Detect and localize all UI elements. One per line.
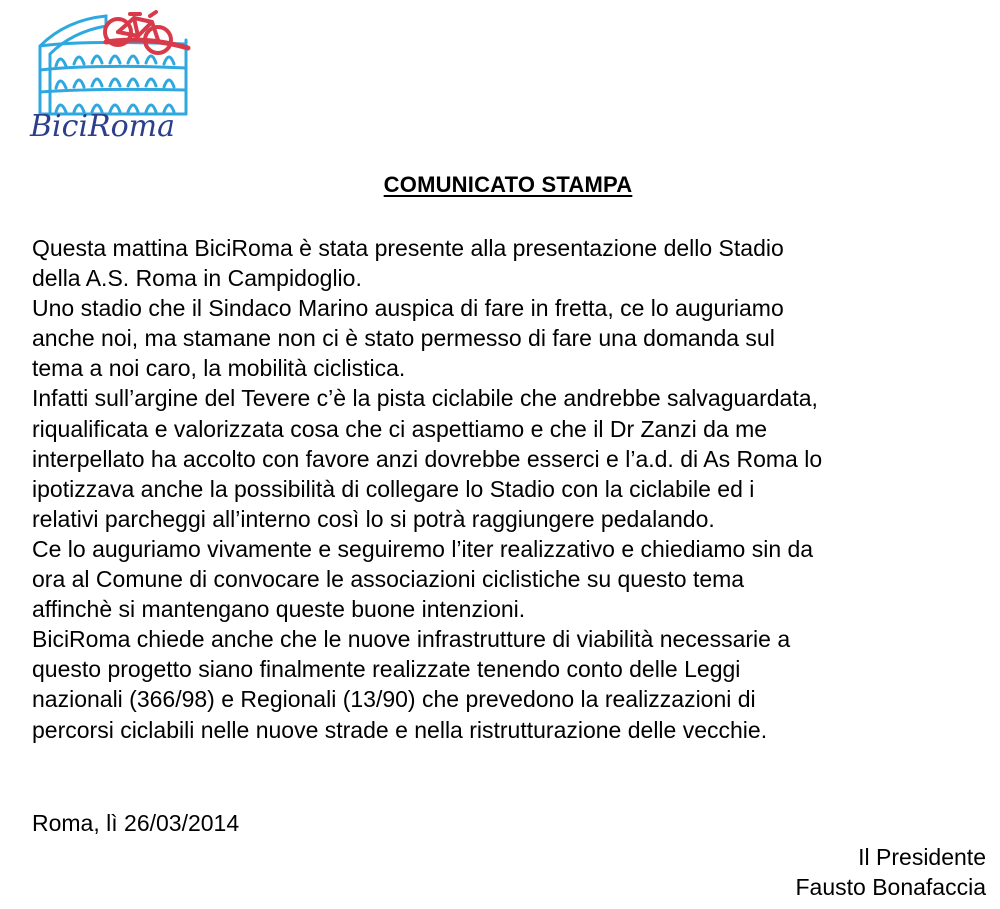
body-line: Ce lo auguriamo vivamente e seguiremo l’iter realizzativo e chiediamo sin da [32,535,814,562]
body-line: Questa mattina BiciRoma è stata presente alla presentazione dello Stadio [32,235,784,261]
body-line: anche noi, ma stamane non ci è stato permesso di fare una domanda sul [32,325,775,352]
body-line: affinchè si mantengano queste buone intenzioni. [32,596,526,623]
body-line: ora al Comune di convocare le associazioni ciclistiche su questo tema [32,566,745,593]
colosseum-bicycle-logo-icon [26,6,192,140]
body-line: questo progetto siano finalmente realizzate tenendo conto delle Leggi [32,656,741,683]
date-line: Roma, lì 26/03/2014 [32,810,240,836]
body-line: interpellato ha accolto con favore anzi dovrebbe esserci e l’a.d. di As Roma lo [32,445,823,472]
body-line: ipotizzava anche la possibilità di collegare lo Stadio con la ciclabile ed i [32,475,755,502]
bicycle-icon [105,12,171,53]
body-line: della A.S. Roma in Campidoglio. [32,265,362,292]
logo-wordmark: BiciRoma [30,109,176,140]
body-line: riqualificata e valorizzata cosa che ci aspettiamo e che il Dr Zanzi da me [32,415,768,442]
body-line: relativi parcheggi all’interno così lo si potrà raggiungere pedalando. [32,505,715,532]
body-line: Infatti sull’argine del Tevere c’è la pista ciclabile che andrebbe salvaguardata, [32,385,818,412]
body-line: percorsi ciclabili nelle nuove strade e nella ristrutturazione delle vecchie. [32,716,768,743]
signature-name: Fausto Bonafaccia [795,874,986,900]
body-line: Uno stadio che il Sindaco Marino auspica di fare in fretta, ce lo auguriamo [32,295,784,322]
page-title: COMUNICATO STAMPA [383,172,633,197]
biciroma-logo [26,6,192,140]
body-line: tema a noi caro, la mobilità ciclistica. [32,355,406,382]
signature-role: Il Presidente [858,844,986,870]
body-line: BiciRoma chiede anche che le nuove infrastrutture di viabilità necessarie a [32,626,791,653]
signature-block [795,842,986,902]
body-line: nazionali (366/98) e Regionali (13/90) che prevedono la realizzazioni di [32,686,756,713]
press-release-body [32,233,1000,745]
